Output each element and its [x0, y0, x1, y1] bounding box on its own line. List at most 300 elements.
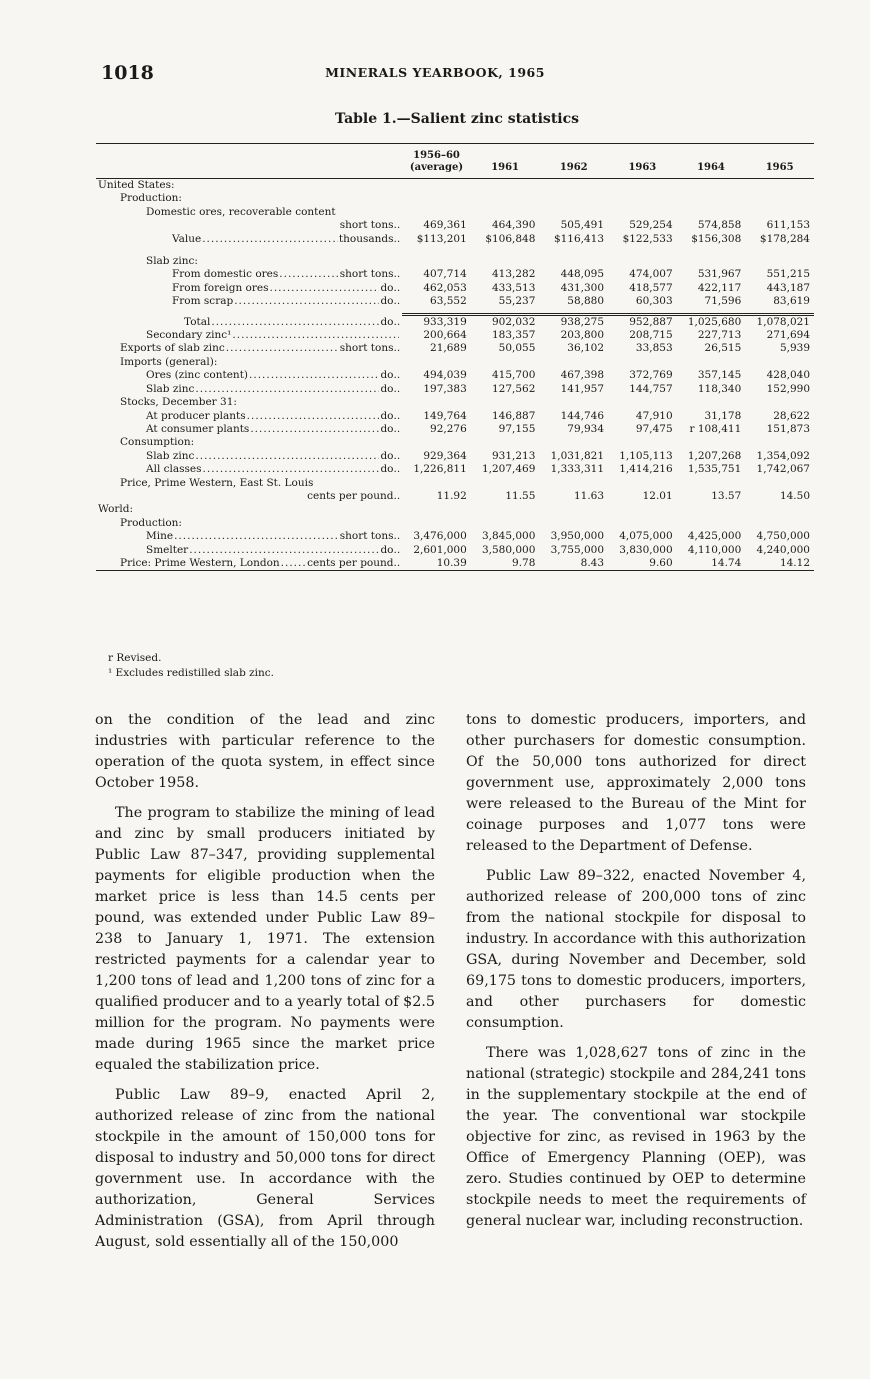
table-row [96, 396, 814, 409]
leader-dots: .. [393, 232, 401, 245]
table-cell: 3,755,000 [550, 543, 605, 556]
table-cell [402, 436, 471, 449]
table-cell: 1,742,067 [756, 463, 810, 476]
table-cell: 464,390 [492, 219, 536, 232]
paragraph: Public Law 89–322, enacted November 4, authorized release of 200,000 tons of zinc from the national stockpile for disposal to industry. In accordance with this authorization GSA, during November and December, sold 69,175 tons to domestic producers, importers, and other purchasers for domestic consumption. [466, 868, 806, 1031]
table-cell: 443,187 [766, 281, 810, 294]
leader-dots [195, 450, 379, 463]
table-cell: 58,880 [567, 295, 605, 308]
leader-dots [234, 295, 379, 308]
row-unit: short tons [339, 268, 394, 281]
row-label: United States: [98, 179, 175, 191]
table-cell [539, 517, 608, 530]
table-cell: 3,476,000 [413, 530, 467, 543]
table-cell: 1,414,216 [619, 463, 673, 476]
table-cell [402, 503, 471, 516]
table-row [96, 206, 814, 219]
table-cell: 938,275 [560, 315, 605, 328]
table-cell: $113,201 [416, 232, 467, 245]
row-label [96, 314, 402, 329]
table-cell [745, 477, 814, 490]
table-cell: 97,155 [498, 422, 536, 435]
table-cell: 92,276 [430, 422, 467, 435]
table-row [96, 314, 814, 329]
table-row [96, 517, 814, 530]
table-cell: 144,757 [629, 382, 673, 395]
table-cell: 50,055 [498, 342, 536, 355]
row-label-text: Total [184, 315, 211, 328]
table-cell [471, 503, 540, 516]
table-cell: 183,357 [492, 329, 536, 342]
table-cell [745, 206, 814, 219]
row-label-text: Smelter [146, 543, 189, 556]
table-cell [745, 436, 814, 449]
table-cell: 31,178 [704, 409, 742, 422]
leader-dots [211, 316, 379, 329]
leader-dots: .. [393, 543, 401, 556]
row-label [96, 544, 402, 557]
column-header: 1963 [608, 144, 677, 179]
table-cell [402, 356, 471, 369]
leader-dots [249, 369, 379, 382]
leader-dots: .. [393, 315, 401, 328]
row-label [96, 530, 402, 543]
footnote: ¹ Excludes redistilled slab zinc. [108, 666, 275, 679]
table-cell [471, 436, 540, 449]
table-cell: 4,240,000 [756, 543, 810, 556]
table-cell: 505,491 [560, 219, 605, 232]
table-cell: 2,601,000 [413, 543, 467, 556]
leader-dots [203, 463, 380, 476]
table-cell: 494,039 [423, 369, 467, 382]
row-label [96, 369, 402, 382]
table-cell: 418,577 [629, 281, 673, 294]
row-label: Production: [120, 516, 182, 529]
leader-dots: .. [393, 530, 401, 543]
table-cell: 1,078,021 [756, 315, 810, 328]
table-row [96, 410, 814, 423]
table-cell: 141,957 [560, 382, 605, 395]
leader-dots [250, 423, 379, 436]
table-cell [471, 517, 540, 530]
table-cell: 1,535,751 [687, 463, 742, 476]
table-cell [471, 477, 540, 490]
table-cell: 4,110,000 [687, 543, 742, 556]
leader-dots: .. [393, 556, 401, 569]
table-cell: 1,354,092 [756, 449, 810, 462]
table-row [96, 268, 814, 281]
table-cell [677, 517, 746, 530]
table-cell: 33,853 [635, 342, 673, 355]
leader-dots: .. [393, 489, 401, 502]
table-cell: 152,990 [766, 382, 810, 395]
table-cell [745, 503, 814, 516]
table-cell [539, 192, 608, 205]
table-cell: 357,145 [697, 369, 742, 382]
paragraph: There was 1,028,627 tons of zinc in the national (strategic) stockpile and 284,241 tons in the supplementary stockpile at the end of the year. The conventional war stockpile objective for zinc, as revised in 1963 by the Office of Emergency Planning (OEP), was zero. Studies continued by OEP to determine stockpile needs to meet the requirements of general nuclear war, including reconstruction. [466, 1045, 806, 1229]
column-header: 1961 [471, 144, 540, 179]
table-cell [608, 477, 677, 490]
row-label [96, 295, 402, 308]
row-label [96, 557, 402, 571]
table-cell: 200,664 [423, 329, 467, 342]
row-label-text: Ores (zinc content) [146, 369, 249, 382]
spacer [96, 246, 814, 255]
row-label [96, 410, 402, 423]
table-cell [402, 255, 471, 268]
table-cell [608, 356, 677, 369]
table-row [96, 490, 814, 503]
row-label-text: From foreign ores [172, 281, 269, 294]
body-column-right [466, 710, 806, 1241]
table-cell: 55,237 [498, 295, 536, 308]
row-unit: do [380, 422, 394, 435]
row-label: Imports (general): [120, 355, 218, 368]
table-cell: 3,580,000 [481, 543, 536, 556]
row-unit: do [380, 463, 394, 476]
table-cell [745, 356, 814, 369]
table-cell: 4,425,000 [687, 530, 742, 543]
table-cell: 26,515 [704, 342, 742, 355]
table-row [96, 295, 814, 308]
table-footnotes [108, 651, 274, 680]
table-cell: 1,105,113 [619, 449, 673, 462]
table-cell [471, 396, 540, 409]
table-cell: 574,858 [697, 219, 742, 232]
table-cell: 1,226,811 [413, 463, 467, 476]
row-unit: do [380, 409, 394, 422]
row-label [96, 423, 402, 436]
row-label-text: Value [172, 232, 202, 245]
table-cell: 227,713 [697, 329, 742, 342]
table-cell [539, 436, 608, 449]
row-label [96, 383, 402, 396]
table-cell [539, 179, 608, 193]
table-cell [471, 356, 540, 369]
table-cell: 407,714 [423, 268, 467, 281]
table-cell: $106,848 [485, 232, 536, 245]
table-cell: 28,622 [773, 409, 810, 422]
table-cell: 415,700 [492, 369, 536, 382]
leader-dots: .. [393, 219, 401, 232]
table-cell [402, 477, 471, 490]
salient-zinc-table [96, 143, 814, 571]
table-cell [608, 396, 677, 409]
table-cell: 208,715 [629, 329, 673, 342]
table-cell: 551,215 [766, 268, 810, 281]
running-head: MINERALS YEARBOOK, 1965 [325, 65, 545, 80]
row-unit: cents per pound [307, 489, 394, 502]
table-cell [608, 517, 677, 530]
row-label [96, 233, 402, 246]
table-cell [539, 356, 608, 369]
table-cell: 3,830,000 [619, 543, 673, 556]
leader-dots: .. [393, 422, 401, 435]
row-label: Stocks, December 31: [120, 396, 237, 409]
table-row [96, 544, 814, 557]
table-cell [608, 503, 677, 516]
row-unit: short tons [339, 530, 394, 543]
table-row [96, 255, 814, 268]
row-label-text: From domestic ores [172, 268, 279, 281]
leader-dots: .. [393, 281, 401, 294]
table-row [96, 530, 814, 543]
table-cell: 14.12 [745, 557, 814, 571]
table-cell: $178,284 [759, 232, 810, 245]
leader-dots [247, 410, 380, 423]
column-header: 1956–60 (average) [402, 144, 471, 179]
table-cell: 902,032 [492, 315, 536, 328]
table-cell: 11.92 [436, 489, 467, 502]
table-cell: 4,750,000 [756, 530, 810, 543]
leader-dots: .. [393, 449, 401, 462]
table-cell: 431,300 [560, 281, 605, 294]
leader-dots [232, 329, 399, 342]
table-row [96, 423, 814, 436]
row-label [96, 219, 402, 232]
leader-dots [226, 342, 339, 355]
row-unit: do [380, 281, 394, 294]
table-cell: 413,282 [492, 268, 536, 281]
table-cell: 127,562 [492, 382, 536, 395]
row-label: Slab zinc: [146, 255, 198, 268]
table-cell: 71,596 [704, 295, 742, 308]
paragraph: The program to stabilize the mining of lead and zinc by small producers initiated by Public Law 87–347, providing supplemental payments for eligible production when the market price is less than 14.5 cents per pound, was extended under Public Law 89–238 to January 1, 1971. The extension restricted payments for a calendar year to 1,200 tons of lead and 1,200 tons of zinc for a qualified producer and to a yearly total of $2.5 million for the program. No payments were made during 1965 since the market price equaled the stabilization price. [95, 805, 435, 1073]
row-unit: do [380, 543, 394, 556]
table-cell [539, 255, 608, 268]
row-label: Production: [120, 192, 182, 205]
row-label: Consumption: [120, 436, 195, 449]
table-row [96, 463, 814, 476]
leader-dots [195, 383, 379, 396]
row-unit: cents per pound [307, 556, 394, 569]
table-cell [471, 255, 540, 268]
table-cell [677, 356, 746, 369]
table-cell: 9.78 [471, 557, 540, 571]
table-cell: 5,939 [779, 342, 810, 355]
table-cell: 929,364 [423, 449, 467, 462]
table-row [96, 356, 814, 369]
table-cell: 422,117 [697, 281, 742, 294]
body-column-left [95, 710, 435, 1262]
table-cell: 474,007 [629, 268, 673, 281]
table-row [96, 282, 814, 295]
table-cell: 21,689 [430, 342, 467, 355]
table-cell: 1,207,268 [687, 449, 742, 462]
table-row [96, 179, 814, 193]
row-unit: do [380, 369, 394, 382]
table-cell [745, 396, 814, 409]
row-label-text: From scrap [172, 295, 234, 308]
row-unit: do [380, 449, 394, 462]
table-cell [745, 192, 814, 205]
leader-dots: .. [393, 295, 401, 308]
table-cell [539, 477, 608, 490]
table-cell: r 108,411 [689, 422, 742, 435]
table-cell: 271,694 [766, 329, 810, 342]
table-cell [608, 436, 677, 449]
table-cell [402, 517, 471, 530]
table-cell [402, 396, 471, 409]
table-cell: 10.39 [402, 557, 471, 571]
row-unit: do [380, 295, 394, 308]
table-title: Table 1.—Salient zinc statistics [334, 111, 580, 127]
leader-dots [202, 233, 338, 246]
row-unit: short tons [339, 219, 394, 232]
row-label: World: [98, 503, 134, 516]
table-row [96, 557, 814, 571]
leader-dots [269, 282, 379, 295]
table-cell [608, 206, 677, 219]
column-header: 1965 [745, 144, 814, 179]
table-cell [745, 517, 814, 530]
table-cell [402, 179, 471, 193]
table-cell [539, 206, 608, 219]
table-cell: 79,934 [567, 422, 605, 435]
table-cell: 467,398 [560, 369, 605, 382]
leader-dots [174, 530, 339, 543]
table-cell: 611,153 [766, 219, 810, 232]
leader-dots [281, 557, 306, 570]
column-header: 1962 [539, 144, 608, 179]
row-label [96, 450, 402, 463]
table-cell: 8.43 [539, 557, 608, 571]
row-unit: do [380, 382, 394, 395]
leader-dots [279, 268, 338, 281]
row-label-text: Slab zinc [146, 449, 195, 462]
row-label [96, 342, 402, 355]
table-cell: 11.63 [573, 489, 605, 502]
table-cell: 3,950,000 [550, 530, 605, 543]
table-cell: 118,340 [697, 382, 742, 395]
table-cell: $122,533 [622, 232, 673, 245]
leader-dots: .. [393, 268, 401, 281]
table-row [96, 477, 814, 490]
table-cell: 531,967 [697, 268, 742, 281]
table-cell [677, 436, 746, 449]
table-cell: 60,303 [635, 295, 673, 308]
table-cell: 97,475 [635, 422, 673, 435]
table-cell [402, 206, 471, 219]
paragraph: on the condition of the lead and zinc industries with particular reference to the operation of the quota system, in effect since October 1958. [95, 712, 435, 791]
table-row [96, 329, 814, 342]
leader-dots: .. [393, 409, 401, 422]
table-cell: 1,333,311 [550, 463, 605, 476]
table-cell: 144,746 [560, 409, 605, 422]
row-label-text: Secondary zinc¹ [146, 329, 232, 342]
table-cell: 462,053 [423, 281, 467, 294]
table-cell: 47,910 [635, 409, 673, 422]
table-cell: $156,308 [691, 232, 742, 245]
table-cell: 3,845,000 [481, 530, 536, 543]
table-cell: 151,873 [766, 422, 810, 435]
row-label-text: At producer plants [146, 409, 246, 422]
row-label [96, 490, 402, 503]
table-cell: 469,361 [423, 219, 467, 232]
table-row [96, 369, 814, 382]
leader-dots [189, 544, 379, 557]
table-row [96, 219, 814, 232]
row-unit: short tons [339, 342, 394, 355]
table-row [96, 436, 814, 449]
table-cell: 12.01 [642, 489, 673, 502]
table-cell: 433,513 [492, 281, 536, 294]
table-cell: 428,040 [766, 369, 810, 382]
table-cell: 13.57 [711, 489, 742, 502]
table-cell: 931,213 [492, 449, 536, 462]
leader-dots: .. [393, 382, 401, 395]
table-cell [539, 396, 608, 409]
table-cell: 11.55 [505, 489, 536, 502]
leader-dots: .. [393, 463, 401, 476]
row-label-text: Mine [146, 530, 174, 543]
table-row [96, 383, 814, 396]
header-stub [96, 144, 402, 179]
table-cell [608, 255, 677, 268]
paragraph: Public Law 89–9, enacted April 2, authorized release of zinc from the national stockpile in the amount of 150,000 tons for disposal to industry and 50,000 tons for direct government use. In accordance with the authorization, General Services Administration (GSA), from April through August, sold essentially all of the 150,000 [95, 1087, 435, 1250]
table-cell: 9.60 [608, 557, 677, 571]
table-cell [745, 179, 814, 193]
table-cell [745, 255, 814, 268]
table-row [96, 450, 814, 463]
table-cell [677, 396, 746, 409]
table-cell: 4,075,000 [619, 530, 673, 543]
row-label [96, 282, 402, 295]
table-cell [677, 206, 746, 219]
footnote: r Revised. [108, 652, 162, 664]
table-cell [471, 179, 540, 193]
row-label-text: Exports of slab zinc [120, 342, 225, 355]
leader-dots: .. [393, 369, 401, 382]
table-cell: 448,095 [560, 268, 605, 281]
row-label-text: Price: Prime Western, London [120, 556, 280, 569]
table-cell: 529,254 [629, 219, 673, 232]
row-unit: do [380, 315, 394, 328]
row-label-text: Slab zinc [146, 382, 195, 395]
row-label [96, 329, 402, 342]
row-label-text: At consumer plants [146, 422, 250, 435]
row-label [96, 268, 402, 281]
table-cell: 149,764 [423, 409, 467, 422]
row-label [96, 463, 402, 476]
table-row [96, 233, 814, 246]
column-header: 1964 [677, 144, 746, 179]
table-cell: 933,319 [423, 315, 467, 328]
table-row [96, 192, 814, 205]
table-cell [677, 255, 746, 268]
table-cell: 14.50 [779, 489, 810, 502]
table-cell [471, 192, 540, 205]
table-cell: 1,025,680 [687, 315, 742, 328]
table-row [96, 342, 814, 355]
table-cell: 146,887 [492, 409, 536, 422]
row-unit: thousands [338, 232, 394, 245]
table-cell [608, 179, 677, 193]
paragraph: tons to domestic producers, importers, and other purchasers for domestic consumption. Of the 50,000 tons authorized for direct government use, approximately 2,000 tons were released to the Bureau of the Mint for coinage purposes and 1,077 tons were released to the Department of Defense. [466, 712, 806, 854]
table-cell: $116,413 [553, 232, 605, 245]
table-cell [402, 192, 471, 205]
table-cell [677, 503, 746, 516]
table-header-row [96, 144, 814, 179]
row-label: Domestic ores, recoverable content [146, 205, 336, 218]
table-cell: 952,887 [629, 315, 673, 328]
table-cell [677, 192, 746, 205]
table-cell: 372,769 [629, 369, 673, 382]
table-cell [677, 477, 746, 490]
table-cell: 63,552 [430, 295, 467, 308]
table-cell: 14.74 [677, 557, 746, 571]
table-cell [539, 503, 608, 516]
